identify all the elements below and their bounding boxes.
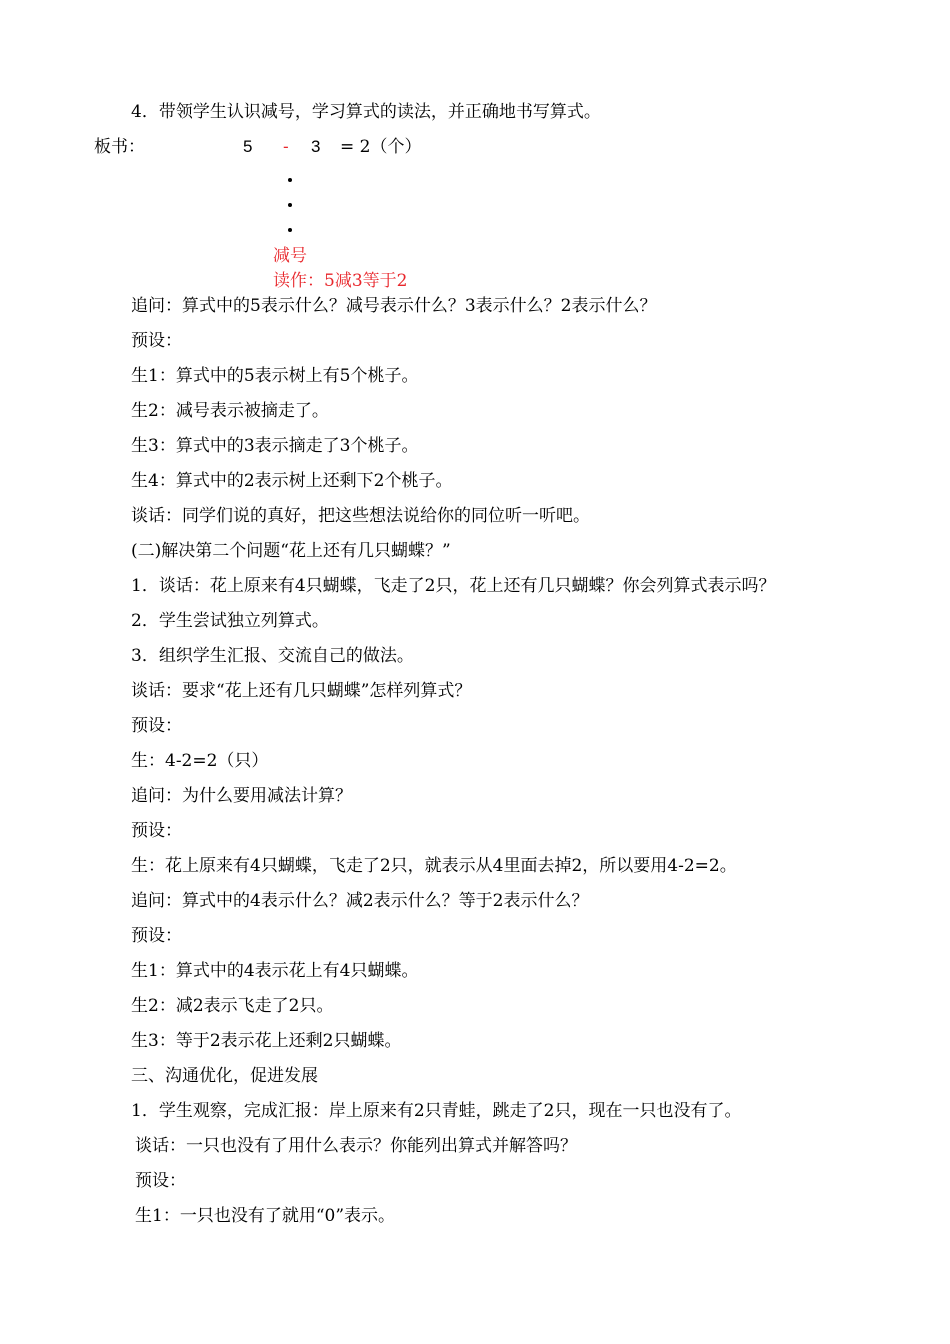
followup-question: 追问：为什么要用减法计算？	[131, 786, 352, 806]
student-answer: 生1：算式中的5表示树上有5个桃子。	[131, 366, 419, 386]
board-reading: 读作：5减3等于2	[273, 271, 408, 291]
student-answer: 生2：减号表示被摘走了。	[131, 401, 329, 421]
student-answer: 生1：一只也没有了就用“0”表示。	[135, 1206, 396, 1226]
board-result: = 2（个）	[340, 137, 422, 157]
board-dot	[288, 178, 292, 182]
step-4-text: 4．带领学生认识减号，学习算式的读法，并正确地书写算式。	[131, 102, 601, 122]
preset-label: 预设：	[131, 331, 182, 351]
step-text: 2．学生尝试独立列算式。	[131, 611, 329, 631]
section-heading: (二)解决第二个问题“花上还有几只蝴蝶？”	[131, 541, 451, 561]
preset-label: 预设：	[131, 821, 182, 841]
board-dot	[288, 228, 292, 232]
board-dot	[288, 203, 292, 207]
teacher-talk: 谈话：同学们说的真好，把这些想法说给你的同位听一听吧。	[131, 506, 590, 526]
step-text: 1．谈话：花上原来有4只蝴蝶，飞走了2只，花上还有几只蝴蝶？你会列算式表示吗？	[131, 576, 776, 596]
board-label: 板书：	[94, 137, 145, 157]
student-answer: 生2：减2表示飞走了2只。	[131, 996, 334, 1016]
step-text: 3．组织学生汇报、交流自己的做法。	[131, 646, 414, 666]
board-sign-name: 减号	[273, 246, 307, 266]
board-subtrahend: 3	[311, 137, 321, 156]
teacher-talk: 谈话：一只也没有了用什么表示？你能列出算式并解答吗？	[135, 1136, 577, 1156]
student-answer: 生4：算式中的2表示树上还剩下2个桃子。	[131, 471, 453, 491]
followup-question: 追问：算式中的4表示什么？减2表示什么？等于2表示什么？	[131, 891, 589, 911]
student-answer: 生1：算式中的4表示花上有4只蝴蝶。	[131, 961, 419, 981]
teacher-talk: 谈话：要求“花上还有几只蝴蝶”怎样列算式？	[131, 681, 472, 701]
board-minus-sign: -	[283, 137, 289, 156]
step-text: 1．学生观察，完成汇报：岸上原来有2只青蛙，跳走了2只，现在一只也没有了。	[131, 1101, 742, 1121]
preset-label: 预设：	[131, 716, 182, 736]
student-answer: 生：4-2=2（只）	[131, 751, 269, 771]
student-answer: 生3：算式中的3表示摘走了3个桃子。	[131, 436, 419, 456]
student-answer: 生：花上原来有4只蝴蝶，飞走了2只，就表示从4里面去掉2，所以要用4-2=2。	[131, 856, 737, 876]
board-minuend: 5	[243, 137, 253, 156]
student-answer: 生3：等于2表示花上还剩2只蝴蝶。	[131, 1031, 402, 1051]
section-heading: 三、沟通优化，促进发展	[131, 1066, 318, 1086]
preset-label: 预设：	[135, 1171, 186, 1191]
preset-label: 预设：	[131, 926, 182, 946]
followup-question: 追问：算式中的5表示什么？减号表示什么？3表示什么？2表示什么？	[131, 296, 657, 316]
